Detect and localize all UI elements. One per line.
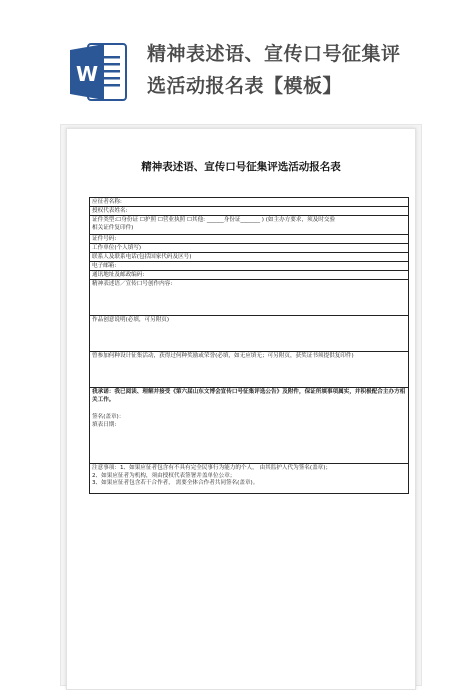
page-title	[147, 38, 447, 102]
notes-line2: 2、如果应征者为机构，须由授权代表签署并盖单位公章；	[92, 472, 236, 479]
registration-form-table	[89, 197, 409, 494]
workplace-label: 工作单位(个人填写)	[92, 245, 142, 251]
document-title: 精神表述语、宣传口号征集评选活动报名表	[141, 161, 341, 173]
signature-label: 签名(盖章)：	[92, 414, 125, 421]
authorized-rep-label: 授权代表姓名:	[92, 208, 128, 214]
content-label: 精神表述语／宣传口号创作内容:	[92, 281, 173, 287]
row-explanation	[90, 316, 408, 352]
page-title-line2: 选活动报名表【模板】	[147, 75, 343, 97]
id-type-label: 证件类型:☐身份证 ☐护照 ☐营业执照 ☐其他: ______身份证_______ ) (如主办方要求，须及时交验	[92, 217, 336, 223]
row-applicant	[90, 198, 408, 207]
document-page	[66, 128, 416, 690]
row-workplace	[90, 244, 408, 253]
page-header	[0, 0, 474, 120]
explanation-label: 作品创意说明(必填，可另附页)	[92, 317, 170, 323]
pledge-gap	[92, 404, 406, 414]
history-label: 曾参加何种设计征集活动，获得过何种奖励或荣誉(必填，如无应填无；可另附页，获奖证书须提供复印件)	[92, 353, 354, 359]
row-authorized-rep	[90, 207, 408, 216]
page-title-line1: 精神表述语、宣传口号征集评	[147, 43, 401, 65]
row-notes	[90, 464, 408, 493]
address-label: 通讯地址及邮政编码:	[92, 272, 145, 278]
id-number-label: 证件号码:	[92, 236, 117, 242]
row-address	[90, 271, 408, 280]
applicant-label: 应征者名称:	[92, 199, 122, 205]
row-pledge	[90, 388, 408, 464]
word-document-icon	[68, 40, 128, 104]
notes-line1: 注意事项：1、如果应征者包含有不具有完全民事行为能力的个人， 由其监护人代为签名(盖章)；	[92, 465, 332, 471]
row-contact	[90, 253, 408, 262]
row-email	[90, 262, 408, 271]
svg-text:W: W	[75, 62, 99, 86]
email-label: 电子邮箱:	[92, 263, 117, 269]
contact-label: 联系人及联系电话(包括国家代码及区号)	[92, 254, 192, 260]
row-history	[90, 352, 408, 388]
notes-line3: 3、如果应征者包含若干合作者， 需要全体合作者共同签名(盖章)。	[92, 480, 259, 487]
row-id-type	[90, 216, 408, 235]
row-id-number	[90, 235, 408, 244]
date-label: 填表日期:	[92, 421, 117, 428]
row-content	[90, 280, 408, 316]
id-type-note: 相关证件复印件)	[92, 224, 134, 231]
pledge-text: 我承诺：我已阅读、理解并接受《第六届山东文博会宣传口号征集评选公告》及附件，保证所填事项属实，并积极配合主办方相关工作。	[92, 389, 406, 403]
